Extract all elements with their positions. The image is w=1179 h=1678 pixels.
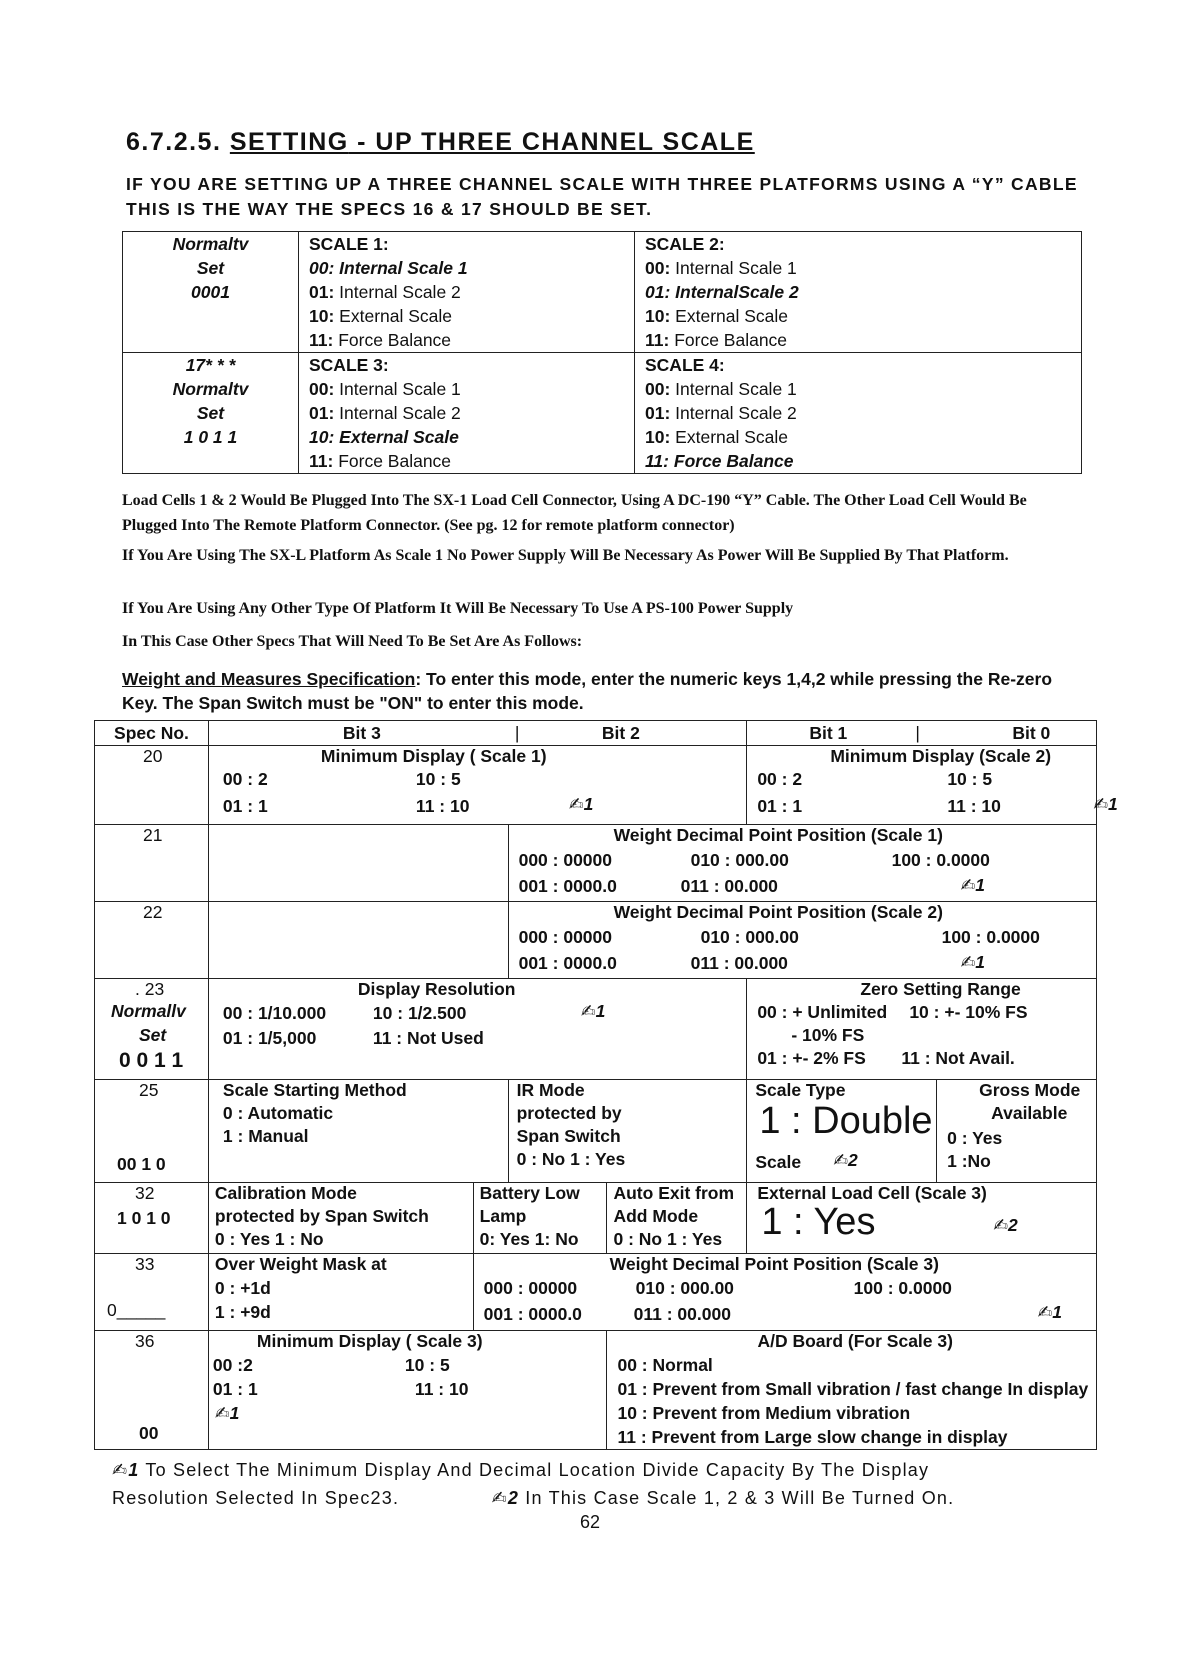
note-1-icon: ✍1 <box>1037 1302 1063 1322</box>
page-number: 62 <box>580 1512 601 1532</box>
scale3-options: SCALE 3: 00: Internal Scale 1 01: Internal Scale 2 10: External Scale 11: Force Balance <box>299 353 635 474</box>
spec-row-20: 20 Minimum Display ( Scale 1) 00 : 2 10 : 5 01 : 1 11 : 10 ✍1 Minimum Display (Scale 2) 00 : 2 10 : 5 01 : 1 11 : 10 ✍1 <box>95 746 1097 825</box>
scale2-options: SCALE 2: 00: Internal Scale 1 01: InternalScale 2 10: External Scale 11: Force Balance <box>635 232 1082 353</box>
spec-row-22: 22 Weight Decimal Point Position (Scale 2) 000 : 00000 010 : 000.00 100 : 0.0000 001 : 0000.0 011 : 00.000 ✍1 <box>95 902 1097 979</box>
note-2-icon: ✍2 <box>993 1215 1018 1235</box>
note-1-icon: ✍1 <box>960 875 985 895</box>
note-1-icon: ✍1 <box>580 1001 606 1021</box>
section-title: 6.7.2.5. SETTING - UP THREE CHANNEL SCALE <box>126 128 755 156</box>
row2-label: 17* * * Normaltv Set 1 0 1 1 <box>123 353 299 474</box>
spec16-17-table <box>122 231 1082 474</box>
note-1-icon: ✍1 <box>214 1403 240 1423</box>
scale4-options: SCALE 4: 00: Internal Scale 1 01: Internal Scale 2 10: External Scale 11: Force Balance <box>635 353 1082 474</box>
paragraph-power-supply: If You Are Using Any Other Type Of Platform It Will Be Necessary To Use A PS-100 Power Supply <box>122 600 794 617</box>
header-bit1-bit0: Bit 1 | Bit 0 <box>747 721 1097 746</box>
paragraph-other-specs: In This Case Other Specs That Will Need To Be Set Are As Follows: <box>122 633 583 650</box>
header-bit3-bit2: Bit 3 | Bit 2 <box>208 721 746 746</box>
spec-row-32: 32 1 0 1 0 Calibration Mode protected by Span Switch 0 : Yes 1 : No Battery Low Lamp 0: Yes 1: No Auto Exit from Add Mode 0 : No 1 : Yes External Load Cell (Scale 3) 1 : Yes ✍2 <box>95 1183 1097 1254</box>
note-1-icon: ✍1 <box>960 952 985 972</box>
note-2-icon: ✍2 <box>491 1488 520 1508</box>
header-spec-no: Spec No. <box>95 721 209 746</box>
note-1-icon: ✍1 <box>112 1460 140 1480</box>
spec-table-header <box>95 721 1097 746</box>
intro-text: IF YOU ARE SETTING UP A THREE CHANNEL SCALE WITH THREE PLATFORMS USING A “Y” CABLE THIS IS THE WAY THE SPECS 16 & 17 SHOULD BE SET. <box>126 174 1078 219</box>
paragraph-load-cells: Load Cells 1 & 2 Would Be Plugged Into The SX-1 Load Cell Connector, Using A DC-190 “Y” Cable. The Other Load Cell Would Be Plugged Into The Remote Platform Connector. (See pg. 12 for remote platform connector) <box>122 492 1027 534</box>
footnotes: ✍1 To Select The Minimum Display And Decimal Location Divide Capacity By The Display Resolution Selected In Spec23. ✍2 In This Case Scale 1, 2 & 3 Will Be Turned On. <box>112 1460 955 1508</box>
spec-row-23: . 23 Normallv Set 0 0 1 1 Display Resolution 00 : 1/10.000 10 : 1/2.500 01 : 1/5,000 11 : Not Used ✍1 Zero Setting Range 00 : + Unlimited 10 : +- 10% FS - 10% FS 01 : +- 2% FS 11 : Not Avail. <box>95 979 1097 1080</box>
spec-row-33: 33 0_____ Over Weight Mask at 0 : +1d 1 : +9d Weight Decimal Point Position (Scale 3) 000 : 00000 010 : 000.00 100 : 0.0000 001 : 0000.0 011 : 00.000 ✍1 <box>95 1254 1097 1331</box>
spec-row-25: 25 00 1 0 Scale Starting Method 0 : Automatic 1 : Manual IR Mode protected by Span Switch 0 : No 1 : Yes Scale Type 1 : Double Scale ✍2 Gross Mode Available 0 : Yes 1 :No <box>95 1080 1097 1183</box>
spec-table <box>94 720 1118 1450</box>
note-1-icon: ✍1 <box>1093 794 1118 814</box>
spec-row-21: 21 Weight Decimal Point Position (Scale 1) 000 : 00000 010 : 000.00 100 : 0.0000 001 : 0000.0 011 : 00.000 ✍1 <box>95 825 1097 902</box>
spec-row-36: 36 00 Minimum Display ( Scale 3) 00 :2 10 : 5 01 : 1 11 : 10 ✍1 A/D Board (For Scale 3) 00 : Normal 01 : Prevent from Small vibration / fast change In display 10 : Prevent from Medium vibration 11 : Prevent from Large slow change in display <box>95 1331 1097 1450</box>
row1-label: Normaltv Set 0001 <box>123 232 299 353</box>
scale1-options: SCALE 1: 00: Internal Scale 1 01: Internal Scale 2 10: External Scale 11: Force Balance <box>299 232 635 353</box>
note-1-icon: ✍1 <box>568 794 594 814</box>
paragraph-sx-l-platform: If You Are Using The SX-L Platform As Scale 1 No Power Supply Will Be Necessary As Power Will Be Supplied By That Platform. <box>122 547 1009 564</box>
note-2-icon: ✍2 <box>833 1150 858 1170</box>
weights-measures-instruction: Weight and Measures Specification: To enter this mode, enter the numeric keys 1,4,2 while pressing the Re-zero Key. The Span Switch must be "ON" to enter this mode. <box>122 669 1053 713</box>
weights-measures-link: Weight and Measures Specification <box>122 669 416 689</box>
